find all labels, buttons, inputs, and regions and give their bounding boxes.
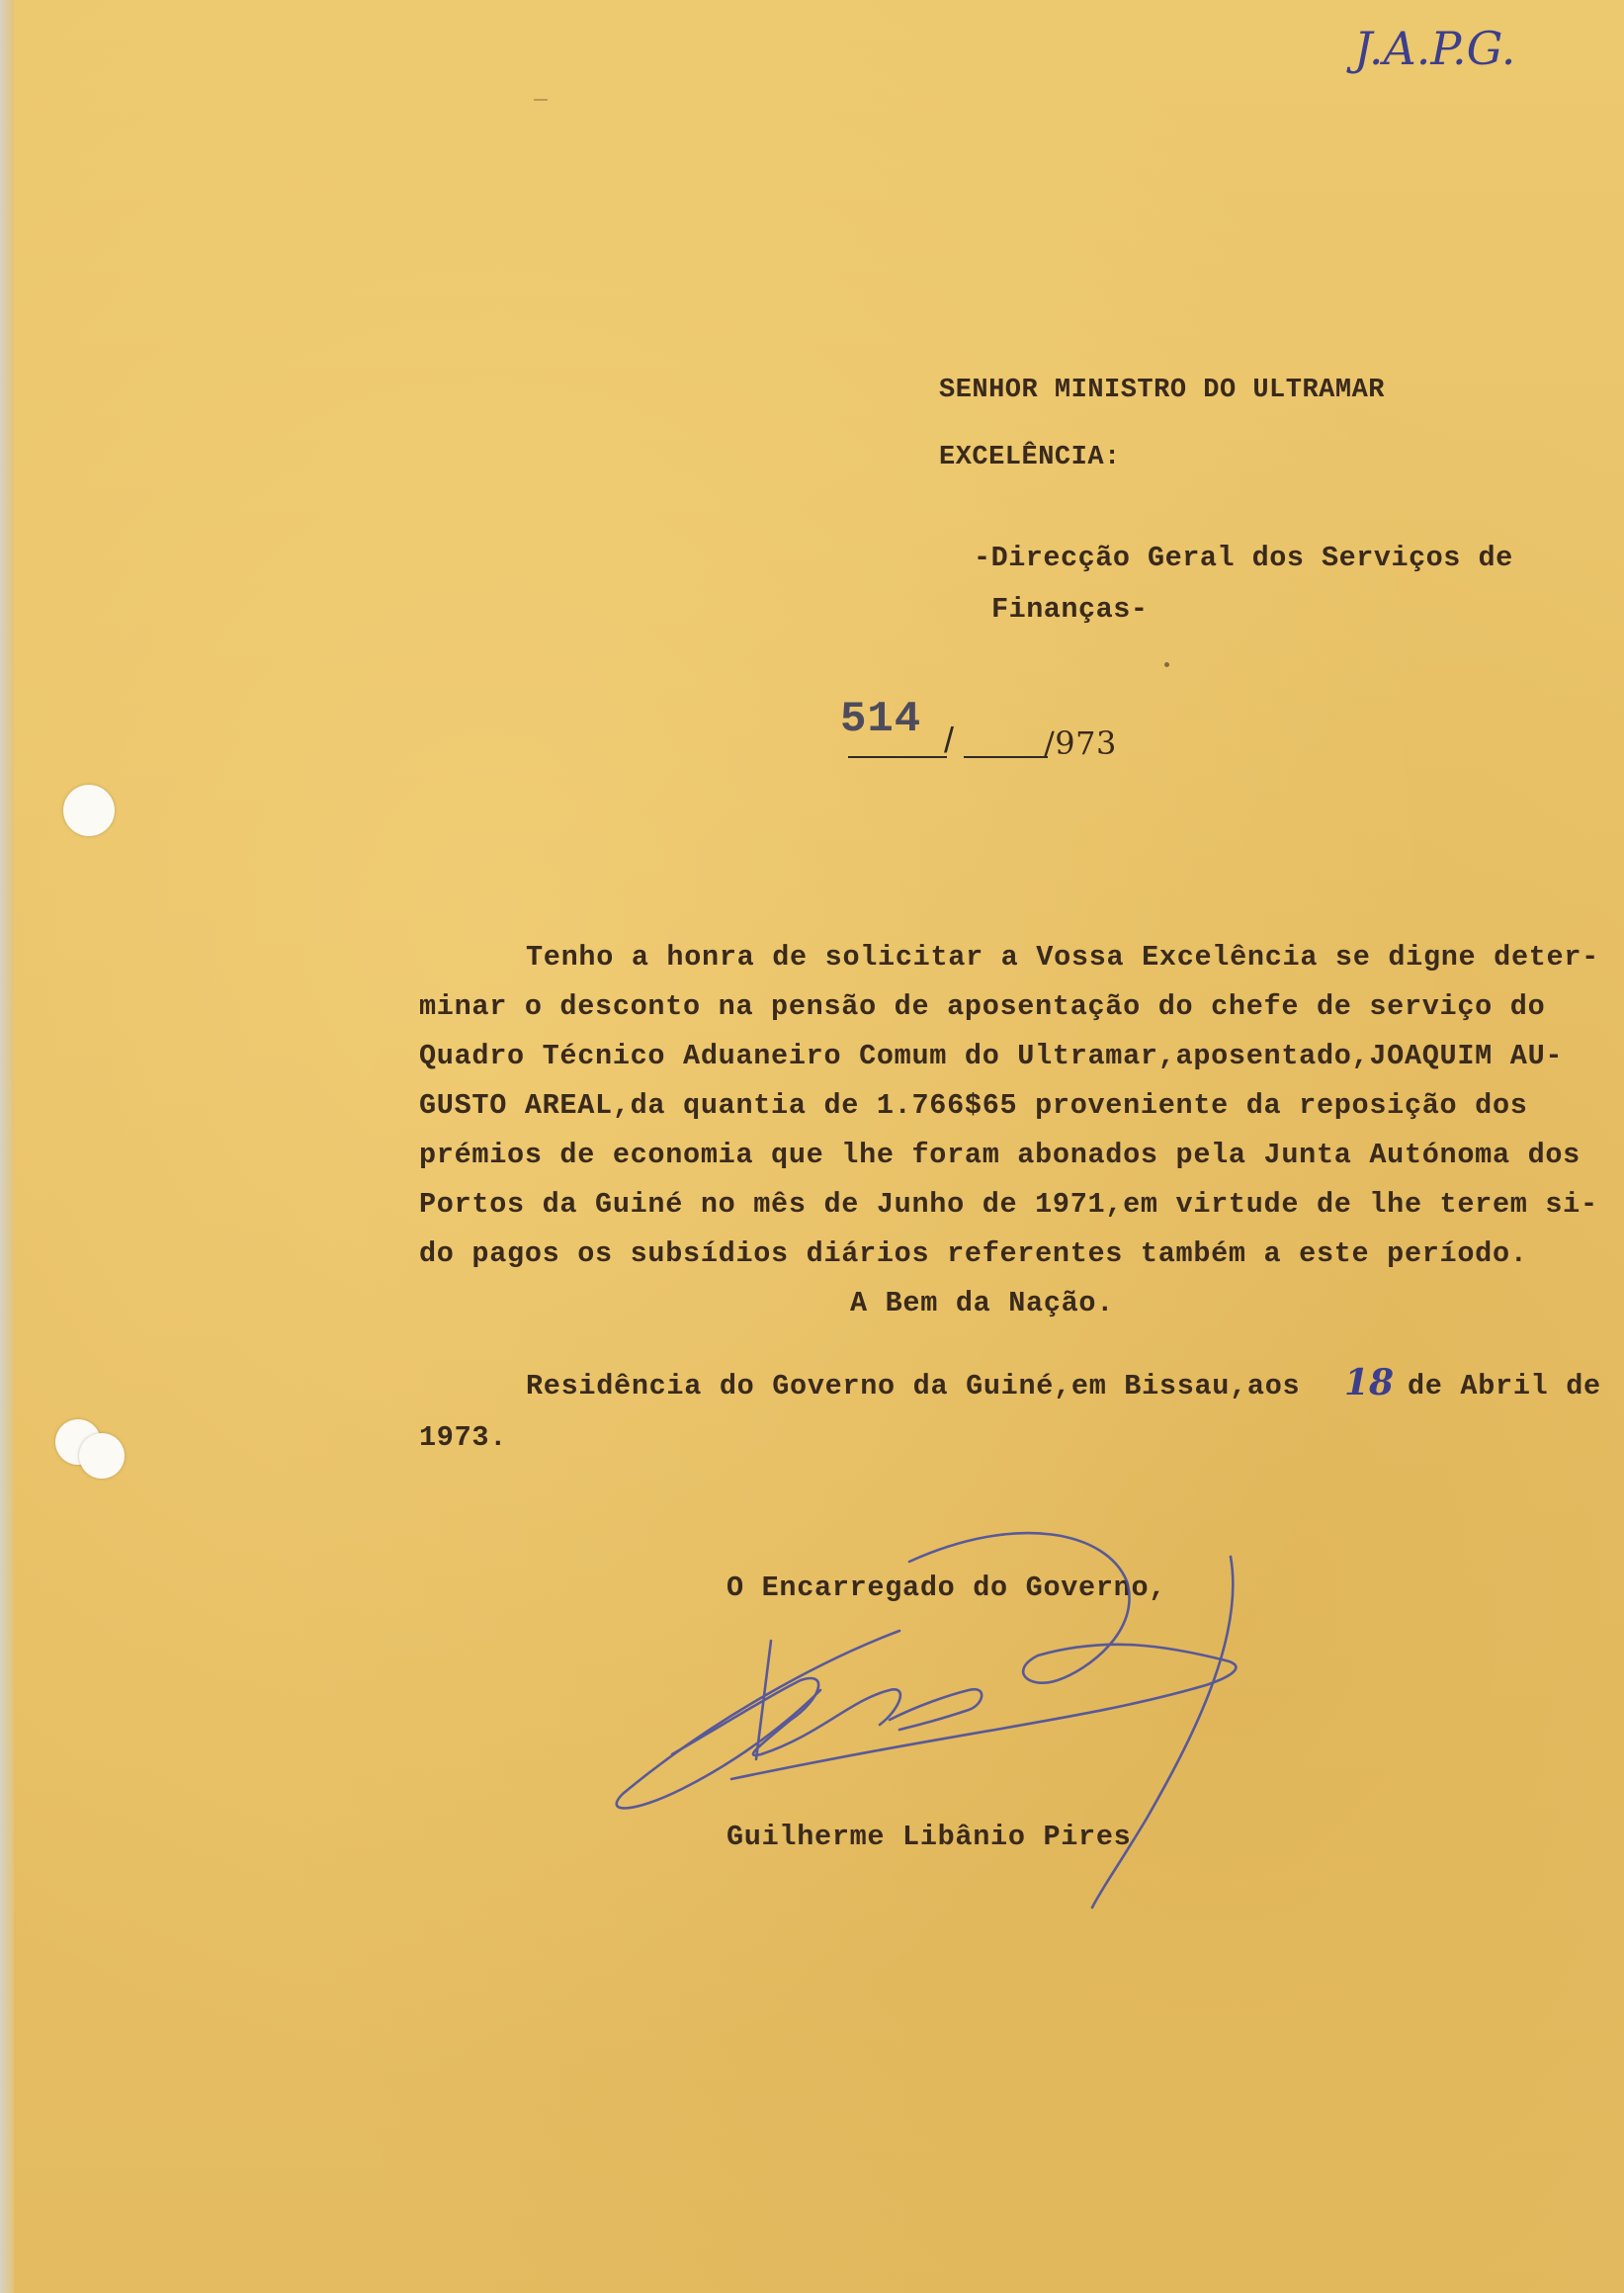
department-line-2: Finanças-: [991, 593, 1149, 626]
body-line: Quadro Técnico Aduaneiro Comum do Ultramar,aposentado,JOAQUIM AU-: [419, 1040, 1564, 1072]
place-date-month: de Abril de: [1408, 1370, 1601, 1402]
handwritten-annotation: J.A.P.G.: [1354, 22, 1516, 75]
body-line: minar o desconto na pensão de aposentação do chefe de serviço do: [419, 990, 1546, 1023]
body-line: Tenho a honra de solicitar a Vossa Excelência se digne deter-: [526, 941, 1599, 974]
reference-year: /973: [1044, 724, 1117, 762]
handwritten-signature: [593, 1522, 1384, 1937]
paper-edge: [0, 0, 14, 2293]
place-date-text: Residência do Governo da Guiné,em Bissau,aos: [526, 1370, 1301, 1402]
body-line: Portos da Guiné no mês de Junho de 1971,em virtude de lhe terem si-: [419, 1188, 1598, 1221]
reference-separator: /: [944, 720, 955, 760]
body-line: GUSTO AREAL,da quantia de 1.766$65 proveniente da reposição dos: [419, 1089, 1528, 1122]
addressee-line: SENHOR MINISTRO DO ULTRAMAR: [939, 376, 1385, 405]
punch-hole-bottom-2: [79, 1433, 125, 1479]
reference-number-stamp: 514: [840, 695, 922, 744]
closing-formula: A Bem da Nação.: [850, 1287, 1115, 1319]
handwritten-day: 18: [1344, 1362, 1395, 1403]
body-line: prémios de economia que lhe foram abonados pela Junta Autónoma dos: [419, 1139, 1581, 1171]
signatory-role: O Encarregado do Governo,: [727, 1571, 1167, 1604]
signatory-name: Guilherme Libânio Pires: [727, 1821, 1132, 1853]
body-line: do pagos os subsídios diários referentes também a este período.: [419, 1237, 1528, 1270]
punch-hole-top: [63, 785, 115, 836]
salutation: EXCELÊNCIA:: [939, 443, 1121, 472]
margin-mark: [534, 99, 548, 101]
place-date-year: 1973.: [419, 1421, 508, 1454]
reference-underline-2: [964, 756, 1048, 758]
department-line-1: -Direcção Geral dos Serviços de: [974, 542, 1513, 574]
paper-speck: [1164, 662, 1169, 667]
reference-underline-1: [848, 756, 947, 758]
